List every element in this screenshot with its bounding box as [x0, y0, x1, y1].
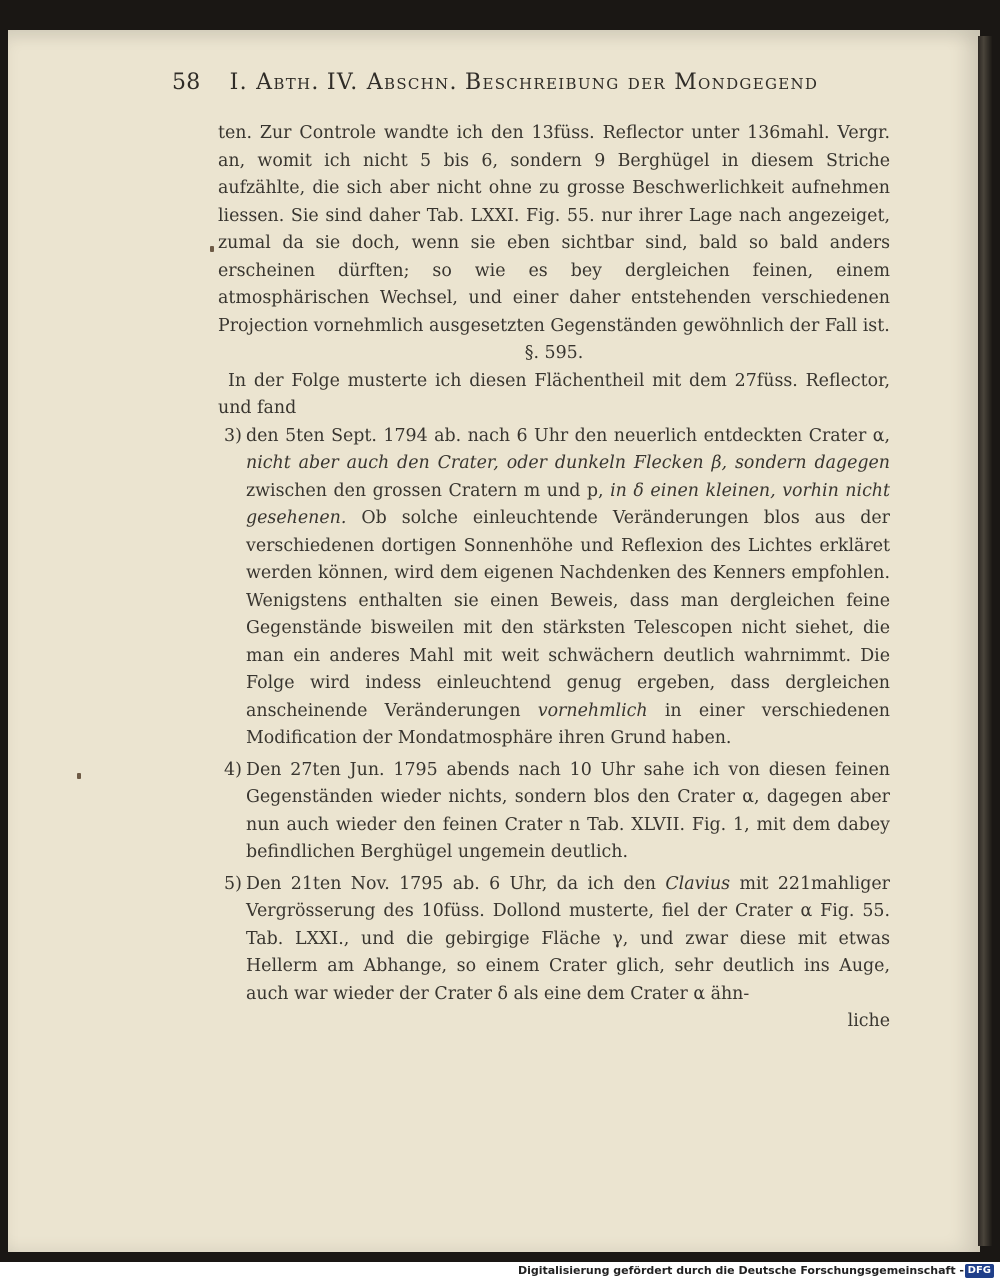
paragraph-1: ten. Zur Controle wandte ich den 13füss. Reflector unter 136mahl. Vergr. an, womit ich nicht 5 bis 6, sondern 9 Berghügel in diesem Striche aufzählte, die sich aber nicht ohne zu grosse Beschwerlichkeit aufnehmen liessen. Sie sind daher Tab. LXXI. Fig. 55. nur ihrer Lage nach angezeiget, zumal da sie doch, wenn sie eben sichtbar sind, bald so bald anders erscheinen dürften; so wie es bey dergleichen feinen, einem atmosphärischen Wechsel, und einer daher entstehenden verschiedenen Projection vornehmlich ausgesetzten Gegenständen gewöhnlich der Fall ist. — [218, 123, 890, 336]
italic-text: Clavius — [665, 873, 731, 894]
numbered-item-4 — [218, 757, 890, 867]
item-text: zwischen den grossen Cratern m und p, — [246, 480, 611, 501]
header-section: IV. Abschn. — [326, 70, 458, 95]
dfg-logo: DFG — [965, 1264, 994, 1278]
header-title: Beschreibung der Mondgegend — [464, 70, 819, 95]
item-text: den 5ten Sept. 1794 ab. nach 6 Uhr den neuerlich entdeckten Crater α, — [246, 425, 890, 446]
funding-credit: Digitalisierung gefördert durch die Deutsche Forschungsgemeinschaft - — [517, 1264, 964, 1277]
item-number: 4) — [224, 759, 242, 780]
margin-tick-mark — [77, 773, 81, 779]
paragraph-2: In der Folge musterte ich diesen Flächentheil mit dem 27füss. Reflector, und fand — [218, 370, 890, 418]
page-number: 58 — [172, 70, 201, 95]
item-number: 3) — [224, 425, 242, 446]
body-text — [218, 120, 890, 1036]
numbered-item-5 — [218, 871, 890, 1009]
item-text: mit 221mahliger Vergrösserung des 10füss. Dollond musterte, fiel der Crater α Fig. 55. Tab. LXXI., und die gebirgige Fläche γ, und zwar diese mit etwas Hellerm am Abhange, so einem Crater glich, sehr deutlich ins Auge, auch war wieder der Crater δ als eine dem Crater α ähn- — [246, 873, 890, 1004]
page-edge — [978, 36, 992, 1246]
catchword: liche — [847, 1011, 890, 1031]
header-part: I. Abth. — [229, 70, 320, 95]
running-header — [172, 70, 882, 95]
italic-text: in δ einen kleinen, vorhin nicht gesehenen. — [246, 480, 890, 528]
item-text: Den 27ten Jun. 1795 abends nach 10 Uhr sahe ich von diesen feinen Gegenständen wieder nichts, sondern blos den Crater α, dagegen aber nun auch wieder den feinen Crater n Tab. XLVII. Fig. 1, mit dem dabey befindlichen Berghügel ungemein deutlich. — [246, 759, 890, 862]
margin-tick-mark — [210, 246, 214, 252]
item-text: in einer verschiedenen Modification der Mondatmosphäre ihren Grund haben. — [246, 700, 890, 748]
section-heading: §. 595. — [524, 343, 584, 363]
item-text: Ob solche einleuchtende Veränderungen blos aus der verschiedenen dortigen Sonnenhöhe und Reflexion des Lichtes erkläret werden können, wird dem eigenen Nachdenken des Kenners empfohlen. Wenigstens enthalten sie einen Beweis, dass man dergleichen feine Gegenstände bisweilen mit den stärksten Telescopen nicht siehet, die man ein anderes Mahl mit weit schwächern deutlich wahrnimmt. Die Folge wird indess einleuchtend genug ergeben, dass dergleichen anscheinende Veränderungen — [246, 508, 890, 721]
item-text: Den 21ten Nov. 1795 ab. 6 Uhr, da ich den — [246, 873, 666, 894]
italic-text: vornehmlich — [537, 700, 648, 721]
italic-text: nicht aber auch den Crater, oder dunkeln Flecken β, sondern dagegen — [246, 453, 890, 473]
numbered-item-3 — [218, 423, 890, 753]
footer-bar — [0, 1262, 1000, 1280]
item-number: 5) — [224, 873, 242, 894]
